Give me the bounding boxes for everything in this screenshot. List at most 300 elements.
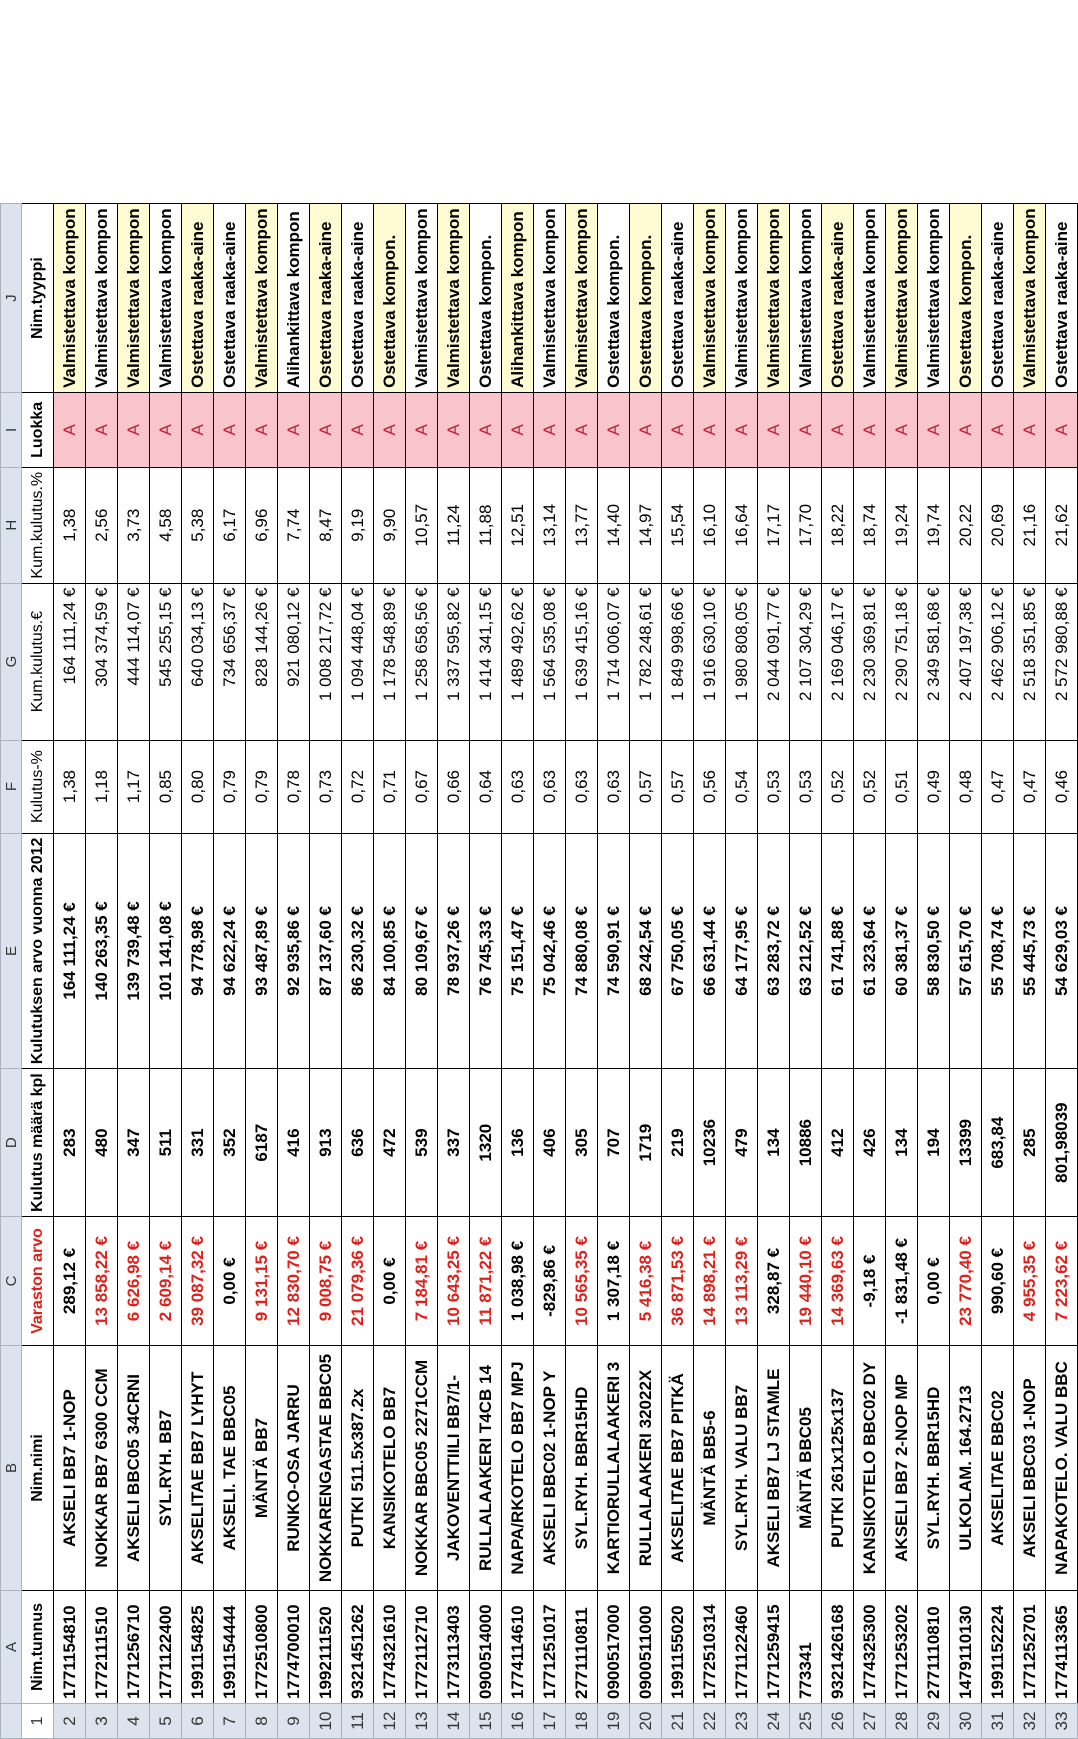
cell-c[interactable]: 7 223,62 € xyxy=(1046,1217,1078,1346)
cell-e[interactable]: 94 622,24 € xyxy=(214,833,246,1069)
cell-b[interactable]: JAKOVENTTIILI BB7/1- xyxy=(438,1346,470,1591)
cell-g[interactable]: 1 714 006,07 € xyxy=(598,583,630,740)
row-number[interactable]: 19 xyxy=(598,1704,630,1739)
cell-a[interactable]: 0900511000 xyxy=(630,1591,662,1704)
row-number[interactable]: 21 xyxy=(662,1704,694,1739)
cell-g[interactable]: 2 169 046,17 € xyxy=(822,583,854,740)
cell-i[interactable]: A xyxy=(470,392,502,467)
cell-f[interactable]: 0,66 xyxy=(438,740,470,833)
cell-d[interactable]: 305 xyxy=(566,1069,598,1217)
cell-i[interactable]: A xyxy=(918,392,950,467)
cell-f[interactable]: 0,80 xyxy=(182,740,214,833)
cell-a[interactable]: 1774700010 xyxy=(278,1591,310,1704)
cell-f[interactable]: 0,47 xyxy=(982,740,1014,833)
cell-g[interactable]: 545 255,15 € xyxy=(150,583,182,740)
cell-j[interactable]: Valmistettava kompon xyxy=(886,204,918,393)
cell-j[interactable]: Valmistettava kompon xyxy=(566,204,598,393)
cell-d[interactable]: 337 xyxy=(438,1069,470,1217)
row-number[interactable]: 20 xyxy=(630,1704,662,1739)
cell-e[interactable]: 55 445,73 € xyxy=(1014,833,1046,1069)
row-number[interactable]: 1 xyxy=(22,1704,54,1739)
row-number[interactable]: 3 xyxy=(86,1704,118,1739)
cell-c[interactable]: 0,00 € xyxy=(214,1217,246,1346)
cell-d[interactable]: 6187 xyxy=(246,1069,278,1217)
cell-e[interactable]: 93 487,89 € xyxy=(246,833,278,1069)
cell-e[interactable]: 75 151,47 € xyxy=(502,833,534,1069)
cell-a[interactable]: 1772112710 xyxy=(406,1591,438,1704)
cell-c[interactable]: 14 898,21 € xyxy=(694,1217,726,1346)
cell-a[interactable]: 1772510800 xyxy=(246,1591,278,1704)
cell-b[interactable]: PUTKI 511.5x387.2x xyxy=(342,1346,374,1591)
cell-b[interactable]: SYL.RYH. BB7 xyxy=(150,1346,182,1591)
cell-e[interactable]: 74 880,08 € xyxy=(566,833,598,1069)
header-cell-kulutus-maara[interactable]: Kulutus määrä kpl xyxy=(22,1069,54,1217)
cell-j[interactable]: Ostettava raaka-aine xyxy=(662,204,694,393)
cell-j[interactable]: Ostettava kompon. xyxy=(950,204,982,393)
cell-h[interactable]: 7,74 xyxy=(278,467,310,583)
cell-a[interactable]: 1774113365 xyxy=(1046,1591,1078,1704)
cell-e[interactable]: 64 177,95 € xyxy=(726,833,758,1069)
cell-g[interactable]: 1 639 415,16 € xyxy=(566,583,598,740)
header-cell-nim-tyyppi[interactable]: Nim.tyyppi xyxy=(22,204,54,393)
cell-g[interactable]: 1 258 658,56 € xyxy=(406,583,438,740)
cell-e[interactable]: 92 935,86 € xyxy=(278,833,310,1069)
cell-i[interactable]: A xyxy=(950,392,982,467)
cell-f[interactable]: 0,53 xyxy=(790,740,822,833)
cell-a[interactable]: 1774114610 xyxy=(502,1591,534,1704)
cell-f[interactable]: 0,73 xyxy=(310,740,342,833)
cell-g[interactable]: 2 407 197,38 € xyxy=(950,583,982,740)
cell-f[interactable]: 0,63 xyxy=(534,740,566,833)
cell-b[interactable]: SYL.RYH. BBR15HD xyxy=(918,1346,950,1591)
cell-h[interactable]: 18,22 xyxy=(822,467,854,583)
cell-b[interactable]: NAPA/RKOTELO BB7 MPJ xyxy=(502,1346,534,1591)
cell-j[interactable]: Valmistettava kompon xyxy=(438,204,470,393)
cell-h[interactable]: 11,88 xyxy=(470,467,502,583)
cell-d[interactable]: 636 xyxy=(342,1069,374,1217)
cell-a[interactable]: 1774321610 xyxy=(374,1591,406,1704)
cell-g[interactable]: 2 349 581,68 € xyxy=(918,583,950,740)
cell-a[interactable]: 1479110130 xyxy=(950,1591,982,1704)
cell-e[interactable]: 86 230,32 € xyxy=(342,833,374,1069)
cell-b[interactable]: SYL.RYH. VALU BB7 xyxy=(726,1346,758,1591)
cell-c[interactable]: 4 955,35 € xyxy=(1014,1217,1046,1346)
column-header-i[interactable]: I xyxy=(1,392,22,467)
cell-b[interactable]: AKSELI. TAE BBC05 xyxy=(214,1346,246,1591)
cell-e[interactable]: 94 778,98 € xyxy=(182,833,214,1069)
cell-b[interactable]: NOKKAR BB7 6300 CCM xyxy=(86,1346,118,1591)
cell-e[interactable]: 76 745,33 € xyxy=(470,833,502,1069)
cell-g[interactable]: 1 178 548,89 € xyxy=(374,583,406,740)
cell-f[interactable]: 0,47 xyxy=(1014,740,1046,833)
cell-a[interactable]: 1991152224 xyxy=(982,1591,1014,1704)
cell-j[interactable]: Ostettava raaka-aine xyxy=(1046,204,1078,393)
cell-h[interactable]: 10,57 xyxy=(406,467,438,583)
header-cell-kulutus-pct[interactable]: Kulutus-% xyxy=(22,740,54,833)
cell-e[interactable]: 61 741,88 € xyxy=(822,833,854,1069)
cell-c[interactable]: 13 858,22 € xyxy=(86,1217,118,1346)
cell-f[interactable]: 0,54 xyxy=(726,740,758,833)
cell-h[interactable]: 19,74 xyxy=(918,467,950,583)
cell-g[interactable]: 2 518 351,85 € xyxy=(1014,583,1046,740)
cell-h[interactable]: 13,77 xyxy=(566,467,598,583)
header-cell-kum-kulutus-eur[interactable]: Kum.kulutus.€ xyxy=(22,583,54,740)
cell-e[interactable]: 63 283,72 € xyxy=(758,833,790,1069)
cell-f[interactable]: 0,63 xyxy=(566,740,598,833)
cell-g[interactable]: 921 080,12 € xyxy=(278,583,310,740)
cell-b[interactable]: KARTIORULLALAAKERI 3 xyxy=(598,1346,630,1591)
row-number[interactable]: 2 xyxy=(54,1704,86,1739)
cell-i[interactable]: A xyxy=(886,392,918,467)
cell-i[interactable]: A xyxy=(630,392,662,467)
row-number[interactable]: 30 xyxy=(950,1704,982,1739)
cell-i[interactable]: A xyxy=(310,392,342,467)
cell-c[interactable]: 2 609,14 € xyxy=(150,1217,182,1346)
cell-g[interactable]: 1 094 448,04 € xyxy=(342,583,374,740)
cell-e[interactable]: 54 629,03 € xyxy=(1046,833,1078,1069)
cell-f[interactable]: 0,56 xyxy=(694,740,726,833)
cell-g[interactable]: 2 044 091,77 € xyxy=(758,583,790,740)
row-number[interactable]: 18 xyxy=(566,1704,598,1739)
row-number[interactable]: 28 xyxy=(886,1704,918,1739)
cell-c[interactable]: 0,00 € xyxy=(374,1217,406,1346)
cell-j[interactable]: Ostettava kompon. xyxy=(630,204,662,393)
cell-g[interactable]: 1 849 998,66 € xyxy=(662,583,694,740)
cell-f[interactable]: 0,67 xyxy=(406,740,438,833)
row-number[interactable]: 26 xyxy=(822,1704,854,1739)
cell-i[interactable]: A xyxy=(246,392,278,467)
cell-d[interactable]: 136 xyxy=(502,1069,534,1217)
cell-a[interactable]: 2771110811 xyxy=(566,1591,598,1704)
cell-h[interactable]: 8,47 xyxy=(310,467,342,583)
row-number[interactable]: 10 xyxy=(310,1704,342,1739)
cell-b[interactable]: MÄNTÄ BBC05 xyxy=(790,1346,822,1591)
cell-h[interactable]: 9,90 xyxy=(374,467,406,583)
cell-d[interactable]: 511 xyxy=(150,1069,182,1217)
cell-g[interactable]: 1 564 535,08 € xyxy=(534,583,566,740)
column-header-b[interactable]: B xyxy=(1,1346,22,1591)
cell-b[interactable]: KANSIKOTELO BBC02 DY xyxy=(854,1346,886,1591)
row-number[interactable]: 6 xyxy=(182,1704,214,1739)
cell-b[interactable]: ULKOLAM. 164.2713 xyxy=(950,1346,982,1591)
cell-f[interactable]: 0,63 xyxy=(598,740,630,833)
cell-d[interactable]: 426 xyxy=(854,1069,886,1217)
cell-a[interactable]: 773341 xyxy=(790,1591,822,1704)
cell-c[interactable]: 328,87 € xyxy=(758,1217,790,1346)
cell-g[interactable]: 1 337 595,82 € xyxy=(438,583,470,740)
row-number[interactable]: 23 xyxy=(726,1704,758,1739)
cell-f[interactable]: 0,78 xyxy=(278,740,310,833)
row-number[interactable]: 14 xyxy=(438,1704,470,1739)
cell-a[interactable]: 1991154444 xyxy=(214,1591,246,1704)
cell-e[interactable]: 66 631,44 € xyxy=(694,833,726,1069)
cell-h[interactable]: 16,64 xyxy=(726,467,758,583)
cell-e[interactable]: 140 263,35 € xyxy=(86,833,118,1069)
cell-e[interactable]: 80 109,67 € xyxy=(406,833,438,1069)
cell-i[interactable]: A xyxy=(374,392,406,467)
cell-b[interactable]: AKSELI BB7 2-NOP MP xyxy=(886,1346,918,1591)
cell-j[interactable]: Ostettava raaka-aine xyxy=(822,204,854,393)
row-number[interactable]: 15 xyxy=(470,1704,502,1739)
row-number[interactable]: 5 xyxy=(150,1704,182,1739)
cell-j[interactable]: Ostettava kompon. xyxy=(598,204,630,393)
cell-e[interactable]: 87 137,60 € xyxy=(310,833,342,1069)
cell-h[interactable]: 17,17 xyxy=(758,467,790,583)
cell-d[interactable]: 347 xyxy=(118,1069,150,1217)
column-header-j[interactable]: J xyxy=(1,204,22,393)
row-number[interactable]: 17 xyxy=(534,1704,566,1739)
cell-b[interactable]: RULLALAAKERI T4CB 14 xyxy=(470,1346,502,1591)
cell-h[interactable]: 2,56 xyxy=(86,467,118,583)
cell-h[interactable]: 21,16 xyxy=(1014,467,1046,583)
cell-d[interactable]: 13399 xyxy=(950,1069,982,1217)
cell-a[interactable]: 9321451262 xyxy=(342,1591,374,1704)
cell-h[interactable]: 20,69 xyxy=(982,467,1014,583)
cell-i[interactable]: A xyxy=(854,392,886,467)
cell-j[interactable]: Valmistettava kompon xyxy=(854,204,886,393)
cell-c[interactable]: 10 565,35 € xyxy=(566,1217,598,1346)
cell-c[interactable]: 21 079,36 € xyxy=(342,1217,374,1346)
cell-a[interactable]: 1992111520 xyxy=(310,1591,342,1704)
cell-i[interactable]: A xyxy=(502,392,534,467)
cell-c[interactable]: 7 184,81 € xyxy=(406,1217,438,1346)
column-header-h[interactable]: H xyxy=(1,467,22,583)
cell-i[interactable]: A xyxy=(822,392,854,467)
cell-j[interactable]: Valmistettava kompon xyxy=(758,204,790,393)
cell-b[interactable]: PUTKI 261x125x137 xyxy=(822,1346,854,1591)
cell-f[interactable]: 0,52 xyxy=(822,740,854,833)
cell-c[interactable]: -9,18 € xyxy=(854,1217,886,1346)
cell-d[interactable]: 539 xyxy=(406,1069,438,1217)
cell-d[interactable]: 479 xyxy=(726,1069,758,1217)
cell-b[interactable]: KANSIKOTELO BB7 xyxy=(374,1346,406,1591)
cell-g[interactable]: 2 572 980,88 € xyxy=(1046,583,1078,740)
cell-i[interactable]: A xyxy=(438,392,470,467)
cell-j[interactable]: Valmistettava kompon xyxy=(534,204,566,393)
cell-i[interactable]: A xyxy=(342,392,374,467)
column-header-a[interactable]: A xyxy=(1,1591,22,1704)
cell-f[interactable]: 0,53 xyxy=(758,740,790,833)
cell-c[interactable]: 0,00 € xyxy=(918,1217,950,1346)
cell-b[interactable]: RUNKO-OSA JARRU xyxy=(278,1346,310,1591)
cell-f[interactable]: 0,46 xyxy=(1046,740,1078,833)
cell-d[interactable]: 472 xyxy=(374,1069,406,1217)
cell-b[interactable]: SYL.RYH. BBR15HD xyxy=(566,1346,598,1591)
cell-i[interactable]: A xyxy=(150,392,182,467)
cell-d[interactable]: 801,98039 xyxy=(1046,1069,1078,1217)
cell-b[interactable]: AKSELI BBC03 1-NOP xyxy=(1014,1346,1046,1591)
cell-f[interactable]: 0,49 xyxy=(918,740,950,833)
cell-j[interactable]: Alihankittava kompon xyxy=(278,204,310,393)
cell-b[interactable]: AKSELI BB7 LJ STAMLE xyxy=(758,1346,790,1591)
cell-f[interactable]: 0,71 xyxy=(374,740,406,833)
cell-d[interactable]: 683,84 xyxy=(982,1069,1014,1217)
select-all-corner[interactable] xyxy=(1,1704,22,1739)
cell-a[interactable]: 1771122400 xyxy=(150,1591,182,1704)
cell-h[interactable]: 14,40 xyxy=(598,467,630,583)
cell-i[interactable]: A xyxy=(118,392,150,467)
cell-i[interactable]: A xyxy=(54,392,86,467)
cell-g[interactable]: 640 034,13 € xyxy=(182,583,214,740)
cell-f[interactable]: 1,17 xyxy=(118,740,150,833)
cell-i[interactable]: A xyxy=(182,392,214,467)
cell-j[interactable]: Valmistettava kompon xyxy=(246,204,278,393)
cell-b[interactable]: MÄNTÄ BB5-6 xyxy=(694,1346,726,1591)
cell-h[interactable]: 6,17 xyxy=(214,467,246,583)
cell-c[interactable]: 19 440,10 € xyxy=(790,1217,822,1346)
row-number[interactable]: 8 xyxy=(246,1704,278,1739)
cell-d[interactable]: 480 xyxy=(86,1069,118,1217)
row-number[interactable]: 12 xyxy=(374,1704,406,1739)
cell-j[interactable]: Alihankittava kompon xyxy=(502,204,534,393)
cell-c[interactable]: 6 626,98 € xyxy=(118,1217,150,1346)
cell-h[interactable]: 3,73 xyxy=(118,467,150,583)
header-cell-nim-nimi[interactable]: Nim.nimi xyxy=(22,1346,54,1591)
cell-c[interactable]: -1 831,48 € xyxy=(886,1217,918,1346)
cell-h[interactable]: 11,24 xyxy=(438,467,470,583)
cell-d[interactable]: 134 xyxy=(886,1069,918,1217)
cell-e[interactable]: 74 590,91 € xyxy=(598,833,630,1069)
column-header-c[interactable]: C xyxy=(1,1217,22,1346)
cell-b[interactable]: AKSELITAE BB7 PITKÄ xyxy=(662,1346,694,1591)
cell-j[interactable]: Valmistettava kompon xyxy=(1014,204,1046,393)
cell-e[interactable]: 57 615,70 € xyxy=(950,833,982,1069)
cell-h[interactable]: 19,24 xyxy=(886,467,918,583)
cell-i[interactable]: A xyxy=(214,392,246,467)
cell-e[interactable]: 60 381,37 € xyxy=(886,833,918,1069)
cell-c[interactable]: 12 830,70 € xyxy=(278,1217,310,1346)
cell-j[interactable]: Ostettava raaka-aine xyxy=(214,204,246,393)
cell-f[interactable]: 0,51 xyxy=(886,740,918,833)
cell-b[interactable]: RULLALAAKERI 32022X xyxy=(630,1346,662,1591)
row-number[interactable]: 27 xyxy=(854,1704,886,1739)
cell-a[interactable]: 0900514000 xyxy=(470,1591,502,1704)
row-number[interactable]: 13 xyxy=(406,1704,438,1739)
cell-h[interactable]: 20,22 xyxy=(950,467,982,583)
cell-g[interactable]: 1 916 630,10 € xyxy=(694,583,726,740)
cell-a[interactable]: 1771259415 xyxy=(758,1591,790,1704)
cell-i[interactable]: A xyxy=(534,392,566,467)
header-cell-kum-kulutus-pct[interactable]: Kum.kulutus.% xyxy=(22,467,54,583)
row-number[interactable]: 16 xyxy=(502,1704,534,1739)
cell-g[interactable]: 304 374,59 € xyxy=(86,583,118,740)
cell-i[interactable]: A xyxy=(1046,392,1078,467)
cell-g[interactable]: 2 107 304,29 € xyxy=(790,583,822,740)
cell-i[interactable]: A xyxy=(726,392,758,467)
cell-f[interactable]: 0,63 xyxy=(502,740,534,833)
cell-c[interactable]: 5 416,38 € xyxy=(630,1217,662,1346)
cell-e[interactable]: 139 739,48 € xyxy=(118,833,150,1069)
cell-h[interactable]: 13,14 xyxy=(534,467,566,583)
cell-a[interactable]: 1771252701 xyxy=(1014,1591,1046,1704)
cell-j[interactable]: Ostettava raaka-aine xyxy=(310,204,342,393)
cell-b[interactable]: AKSELI BB7 1-NOP xyxy=(54,1346,86,1591)
cell-e[interactable]: 101 141,08 € xyxy=(150,833,182,1069)
cell-c[interactable]: 990,60 € xyxy=(982,1217,1014,1346)
cell-a[interactable]: 1771154810 xyxy=(54,1591,86,1704)
cell-d[interactable]: 352 xyxy=(214,1069,246,1217)
cell-a[interactable]: 1771256710 xyxy=(118,1591,150,1704)
cell-h[interactable]: 9,19 xyxy=(342,467,374,583)
cell-h[interactable]: 18,74 xyxy=(854,467,886,583)
cell-d[interactable]: 331 xyxy=(182,1069,214,1217)
cell-d[interactable]: 412 xyxy=(822,1069,854,1217)
cell-j[interactable]: Ostettava kompon. xyxy=(470,204,502,393)
cell-h[interactable]: 21,62 xyxy=(1046,467,1078,583)
cell-c[interactable]: 13 113,29 € xyxy=(726,1217,758,1346)
cell-c[interactable]: 9 008,75 € xyxy=(310,1217,342,1346)
cell-d[interactable]: 194 xyxy=(918,1069,950,1217)
cell-j[interactable]: Valmistettava kompon xyxy=(790,204,822,393)
row-number[interactable]: 32 xyxy=(1014,1704,1046,1739)
cell-a[interactable]: 1991154825 xyxy=(182,1591,214,1704)
cell-h[interactable]: 6,96 xyxy=(246,467,278,583)
cell-f[interactable]: 0,52 xyxy=(854,740,886,833)
cell-d[interactable]: 219 xyxy=(662,1069,694,1217)
cell-e[interactable]: 58 830,50 € xyxy=(918,833,950,1069)
cell-i[interactable]: A xyxy=(694,392,726,467)
cell-g[interactable]: 164 111,24 € xyxy=(54,583,86,740)
cell-i[interactable]: A xyxy=(790,392,822,467)
cell-j[interactable]: Valmistettava kompon xyxy=(150,204,182,393)
column-header-g[interactable]: G xyxy=(1,583,22,740)
cell-h[interactable]: 15,54 xyxy=(662,467,694,583)
cell-a[interactable]: 9321426168 xyxy=(822,1591,854,1704)
cell-i[interactable]: A xyxy=(662,392,694,467)
header-cell-kulutuksen-arvo[interactable]: Kulutuksen arvo vuonna 2012 xyxy=(22,833,54,1069)
cell-h[interactable]: 1,38 xyxy=(54,467,86,583)
cell-c[interactable]: 11 871,22 € xyxy=(470,1217,502,1346)
cell-a[interactable]: 2771110810 xyxy=(918,1591,950,1704)
cell-h[interactable]: 16,10 xyxy=(694,467,726,583)
cell-b[interactable]: AKSELI BBC02 1-NOP Y xyxy=(534,1346,566,1591)
cell-j[interactable]: Valmistettava kompon xyxy=(694,204,726,393)
cell-g[interactable]: 828 144,26 € xyxy=(246,583,278,740)
cell-c[interactable]: 39 087,32 € xyxy=(182,1217,214,1346)
cell-i[interactable]: A xyxy=(598,392,630,467)
cell-d[interactable]: 10886 xyxy=(790,1069,822,1217)
cell-a[interactable]: 1771122460 xyxy=(726,1591,758,1704)
row-number[interactable]: 33 xyxy=(1046,1704,1078,1739)
row-number[interactable]: 9 xyxy=(278,1704,310,1739)
row-number[interactable]: 7 xyxy=(214,1704,246,1739)
cell-c[interactable]: 1 307,18 € xyxy=(598,1217,630,1346)
cell-j[interactable]: Ostettava raaka-aine xyxy=(182,204,214,393)
cell-c[interactable]: 289,12 € xyxy=(54,1217,86,1346)
cell-g[interactable]: 1 489 492,62 € xyxy=(502,583,534,740)
cell-a[interactable]: 1991155020 xyxy=(662,1591,694,1704)
cell-j[interactable]: Valmistettava kompon xyxy=(726,204,758,393)
cell-f[interactable]: 1,18 xyxy=(86,740,118,833)
cell-g[interactable]: 1 782 248,61 € xyxy=(630,583,662,740)
column-header-e[interactable]: E xyxy=(1,833,22,1069)
cell-b[interactable]: NOKKARENGASTAE BBC05 xyxy=(310,1346,342,1591)
cell-d[interactable]: 285 xyxy=(1014,1069,1046,1217)
cell-h[interactable]: 17,70 xyxy=(790,467,822,583)
cell-j[interactable]: Valmistettava kompon xyxy=(406,204,438,393)
cell-g[interactable]: 734 656,37 € xyxy=(214,583,246,740)
cell-g[interactable]: 444 114,07 € xyxy=(118,583,150,740)
cell-e[interactable]: 68 242,54 € xyxy=(630,833,662,1069)
cell-d[interactable]: 10236 xyxy=(694,1069,726,1217)
cell-i[interactable]: A xyxy=(566,392,598,467)
cell-f[interactable]: 1,38 xyxy=(54,740,86,833)
cell-f[interactable]: 0,79 xyxy=(246,740,278,833)
header-cell-varaston-arvo[interactable]: Varaston arvo xyxy=(22,1217,54,1346)
cell-d[interactable]: 1320 xyxy=(470,1069,502,1217)
cell-g[interactable]: 2 290 751,18 € xyxy=(886,583,918,740)
cell-c[interactable]: 10 643,25 € xyxy=(438,1217,470,1346)
